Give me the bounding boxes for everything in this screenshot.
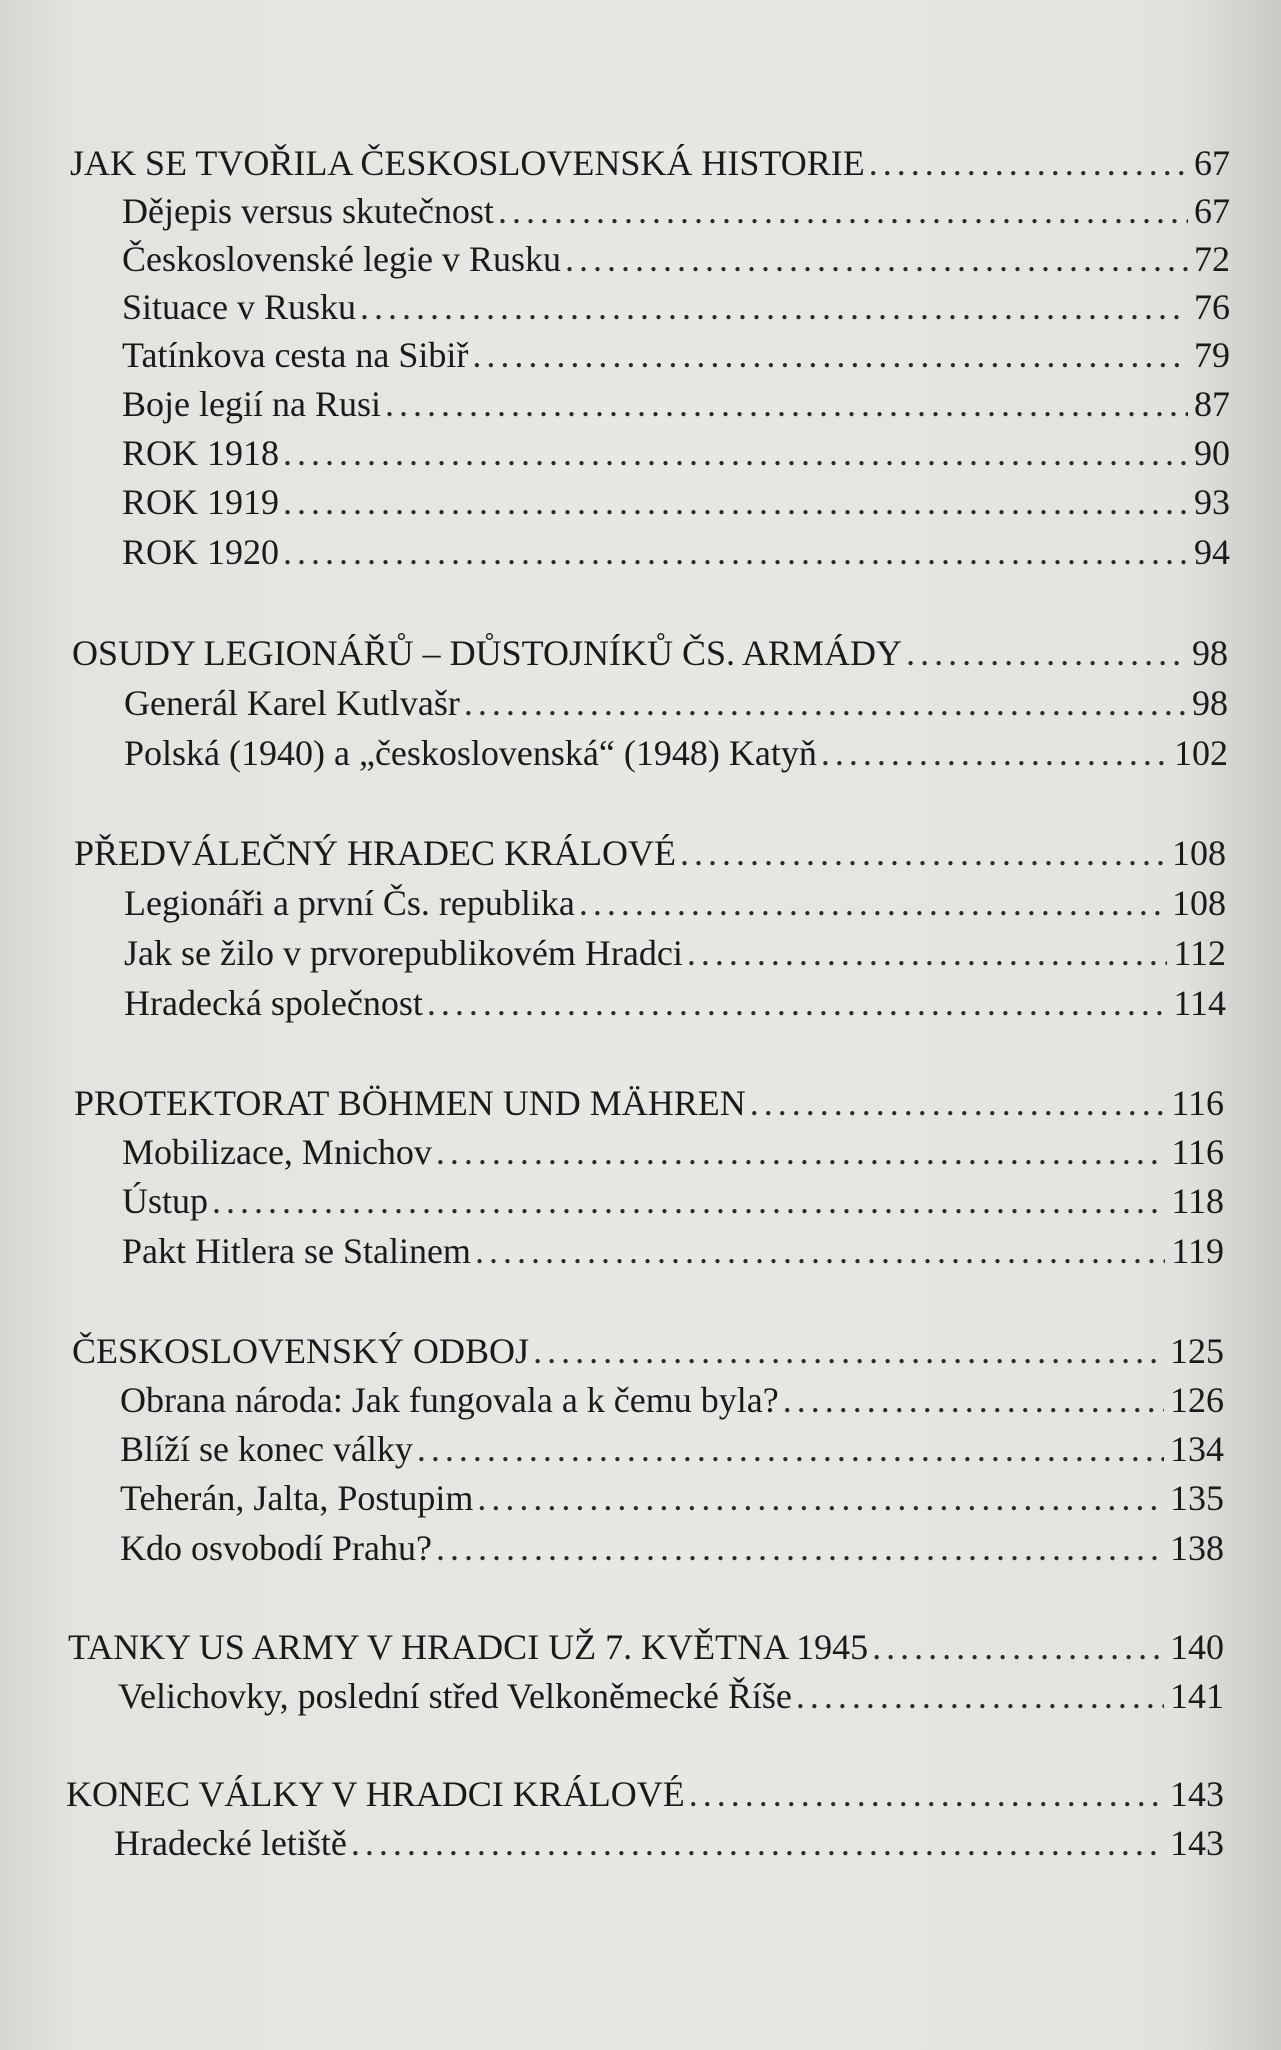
leader-dots (533, 1328, 1164, 1374)
toc-title: TANKY US ARMY V HRADCI UŽ 7. KVĚTNA 1945 (68, 1627, 869, 1667)
toc-page-number: 118 (1171, 1181, 1224, 1221)
leader-dots (427, 980, 1167, 1026)
toc-title: Legionáři a první Čs. republika (124, 883, 575, 923)
toc-entry (122, 430, 1230, 476)
toc-entry (122, 479, 1230, 525)
toc-title: JAK SE TVOŘILA ČESKOSLOVENSKÁ HISTORIE (70, 143, 865, 183)
toc-entry (114, 1820, 1224, 1866)
leader-dots (906, 630, 1186, 676)
toc-page-number: 72 (1194, 239, 1230, 279)
toc-title: ČESKOSLOVENSKÝ ODBOJ (72, 1331, 530, 1371)
toc-entry (124, 980, 1226, 1026)
toc-entry (120, 1475, 1224, 1521)
toc-title: Polská (1940) a „československá“ (1948) Katyň (124, 733, 817, 773)
toc-entry (122, 1228, 1224, 1274)
toc-entry (124, 930, 1226, 976)
toc-title: ROK 1918 (122, 433, 280, 473)
toc-entry (122, 332, 1230, 378)
leader-dots (687, 930, 1167, 976)
toc-title: Pakt Hitlera se Stalinem (122, 1231, 471, 1271)
leader-dots (680, 830, 1166, 876)
leader-dots (869, 140, 1188, 186)
toc-page-number: 98 (1192, 633, 1228, 673)
toc-page-number: 125 (1170, 1331, 1224, 1371)
leader-dots (475, 1228, 1165, 1274)
leader-dots (689, 1771, 1164, 1817)
toc-page-number: 126 (1170, 1380, 1224, 1420)
toc-entry (122, 188, 1230, 234)
toc-title: Mobilizace, Mnichov (122, 1132, 432, 1172)
toc-entry (124, 730, 1228, 776)
toc-section-heading (72, 1328, 1224, 1374)
leader-dots (750, 1080, 1166, 1126)
leader-dots (283, 529, 1188, 575)
toc-entry (122, 284, 1230, 330)
leader-dots (351, 1820, 1164, 1866)
toc-page-number: 138 (1170, 1528, 1224, 1568)
toc-entry (122, 236, 1230, 282)
toc-title: Teherán, Jalta, Postupim (120, 1478, 474, 1518)
toc-entry (122, 529, 1230, 575)
toc-title: OSUDY LEGIONÁŘŮ – DŮSTOJNÍKŮ ČS. ARMÁDY (72, 633, 903, 673)
leader-dots (385, 381, 1188, 427)
toc-page-number: 94 (1194, 532, 1230, 572)
toc-title: PŘEDVÁLEČNÝ HRADEC KRÁLOVÉ (74, 833, 676, 873)
toc-title: KONEC VÁLKY V HRADCI KRÁLOVÉ (66, 1774, 685, 1814)
toc-page-number: 76 (1194, 287, 1230, 327)
toc-title: Hradecká společnost (124, 983, 423, 1023)
toc-entry (124, 880, 1226, 926)
toc-title: Hradecké letiště (114, 1823, 347, 1863)
toc-entry (120, 1426, 1224, 1472)
toc-page-number: 134 (1170, 1429, 1224, 1469)
toc-title: Československé legie v Rusku (122, 239, 561, 279)
toc-page-number: 90 (1194, 433, 1230, 473)
toc-title: PROTEKTORAT BÖHMEN UND MÄHREN (74, 1083, 746, 1123)
toc-section-heading (70, 140, 1230, 186)
toc-title: Obrana národa: Jak fungovala a k čemu byla? (120, 1380, 779, 1420)
toc-title: Kdo osvobodí Prahu? (120, 1528, 432, 1568)
toc-page-number: 102 (1174, 733, 1228, 773)
toc-page-number: 116 (1171, 1132, 1224, 1172)
toc-section-heading (72, 630, 1228, 676)
toc-entry (122, 1178, 1224, 1224)
leader-dots (477, 1475, 1164, 1521)
toc-section-heading (66, 1771, 1224, 1817)
toc-page-number: 79 (1194, 335, 1230, 375)
toc-page-number: 116 (1171, 1083, 1224, 1123)
toc-section-heading (68, 1624, 1224, 1670)
toc-section-heading (74, 1080, 1224, 1126)
toc-entry (120, 1377, 1224, 1423)
toc-page-number: 112 (1173, 933, 1226, 973)
leader-dots (283, 430, 1188, 476)
leader-dots (498, 188, 1188, 234)
leader-dots (283, 479, 1188, 525)
leader-dots (872, 1624, 1164, 1670)
toc-title: Blíží se konec války (120, 1429, 413, 1469)
toc-page-number: 87 (1194, 384, 1230, 424)
leader-dots (783, 1377, 1164, 1423)
toc-page-number: 143 (1170, 1774, 1224, 1814)
toc-title: Tatínkova cesta na Sibiř (122, 335, 469, 375)
toc-entry (118, 1673, 1224, 1719)
toc-page-number: 67 (1194, 143, 1230, 183)
leader-dots (796, 1673, 1164, 1719)
leader-dots (436, 1525, 1164, 1571)
leader-dots (579, 880, 1166, 926)
toc-page-number: 119 (1171, 1231, 1224, 1271)
toc-page-number: 108 (1172, 883, 1226, 923)
toc-title: ROK 1920 (122, 532, 280, 572)
toc-title: Jak se žilo v prvorepublikovém Hradci (124, 933, 683, 973)
leader-dots (417, 1426, 1164, 1472)
leader-dots (565, 236, 1188, 282)
leader-dots (436, 1129, 1165, 1175)
leader-dots (821, 730, 1168, 776)
toc-title: Ústup (122, 1181, 209, 1221)
toc-page-number: 114 (1173, 983, 1226, 1023)
toc-page-number: 135 (1170, 1478, 1224, 1518)
leader-dots (212, 1178, 1165, 1224)
toc-entry (122, 1129, 1224, 1175)
toc-page-number: 108 (1172, 833, 1226, 873)
toc-title: ROK 1919 (122, 482, 280, 522)
toc-entry (120, 1525, 1224, 1571)
toc-page-number: 98 (1192, 683, 1228, 723)
leader-dots (360, 284, 1188, 330)
toc-page-number: 67 (1194, 191, 1230, 231)
toc-page-number: 141 (1170, 1676, 1224, 1716)
toc-section-heading (74, 830, 1226, 876)
toc-entry (122, 381, 1230, 427)
toc-page-number: 93 (1194, 482, 1230, 522)
toc-title: Boje legií na Rusi (122, 384, 381, 424)
toc-title: Generál Karel Kutlvašr (124, 683, 460, 723)
leader-dots (464, 680, 1186, 726)
toc-page-number: 140 (1170, 1627, 1224, 1667)
toc-title: Situace v Rusku (122, 287, 356, 327)
toc-page-number: 143 (1170, 1823, 1224, 1863)
leader-dots (472, 332, 1188, 378)
toc-title: Dějepis versus skutečnost (122, 191, 494, 231)
toc-entry (124, 680, 1228, 726)
toc-title: Velichovky, poslední střed Velkoněmecké Říše (118, 1676, 792, 1716)
